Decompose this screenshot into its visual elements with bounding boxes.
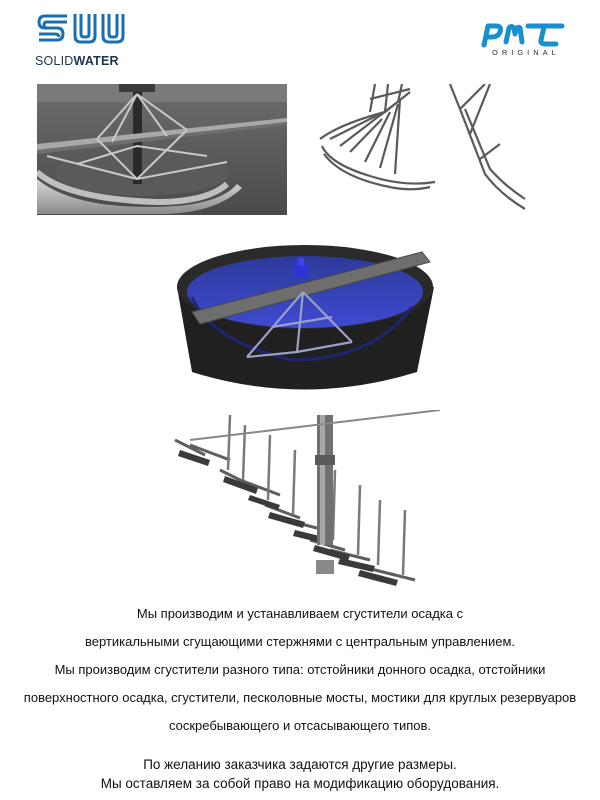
description-line: Мы производим и устанавливаем сгустители осадка с [136,606,464,621]
central-drive-pickets-render [170,410,445,590]
description-line: вертикальными сгущающими стержнями с центральным управлением. [84,634,516,649]
thickener-render-photo [37,84,287,215]
footer-notes [0,755,600,793]
solidwater-logo [35,10,135,72]
solidwater-logo-mark [35,10,135,52]
description-line: соскребывающего и отсасывающего типов. [168,718,431,733]
pmt-logo [478,18,568,62]
scraper-wireframe-render [310,84,530,214]
footer-line: Мы оставляем за собой право на модификацию оборудования. [100,776,500,791]
description-line: поверхностного осадка, сгустители, песколовные мосты, мостики для круглых резервуаров [23,690,577,705]
footer-line: По желанию заказчика задаются другие размеры. [143,757,457,772]
circular-tank-render [172,232,437,397]
pmt-logo-mark [478,18,568,48]
product-description [0,600,600,740]
description-line: Мы производим сгустители разного типа: отстойники донного осадка, отстойники [54,662,546,677]
pmt-logo-subtitle: ORIGINAL [492,48,560,57]
solidwater-wordmark: SOLIDWATER [35,54,119,68]
